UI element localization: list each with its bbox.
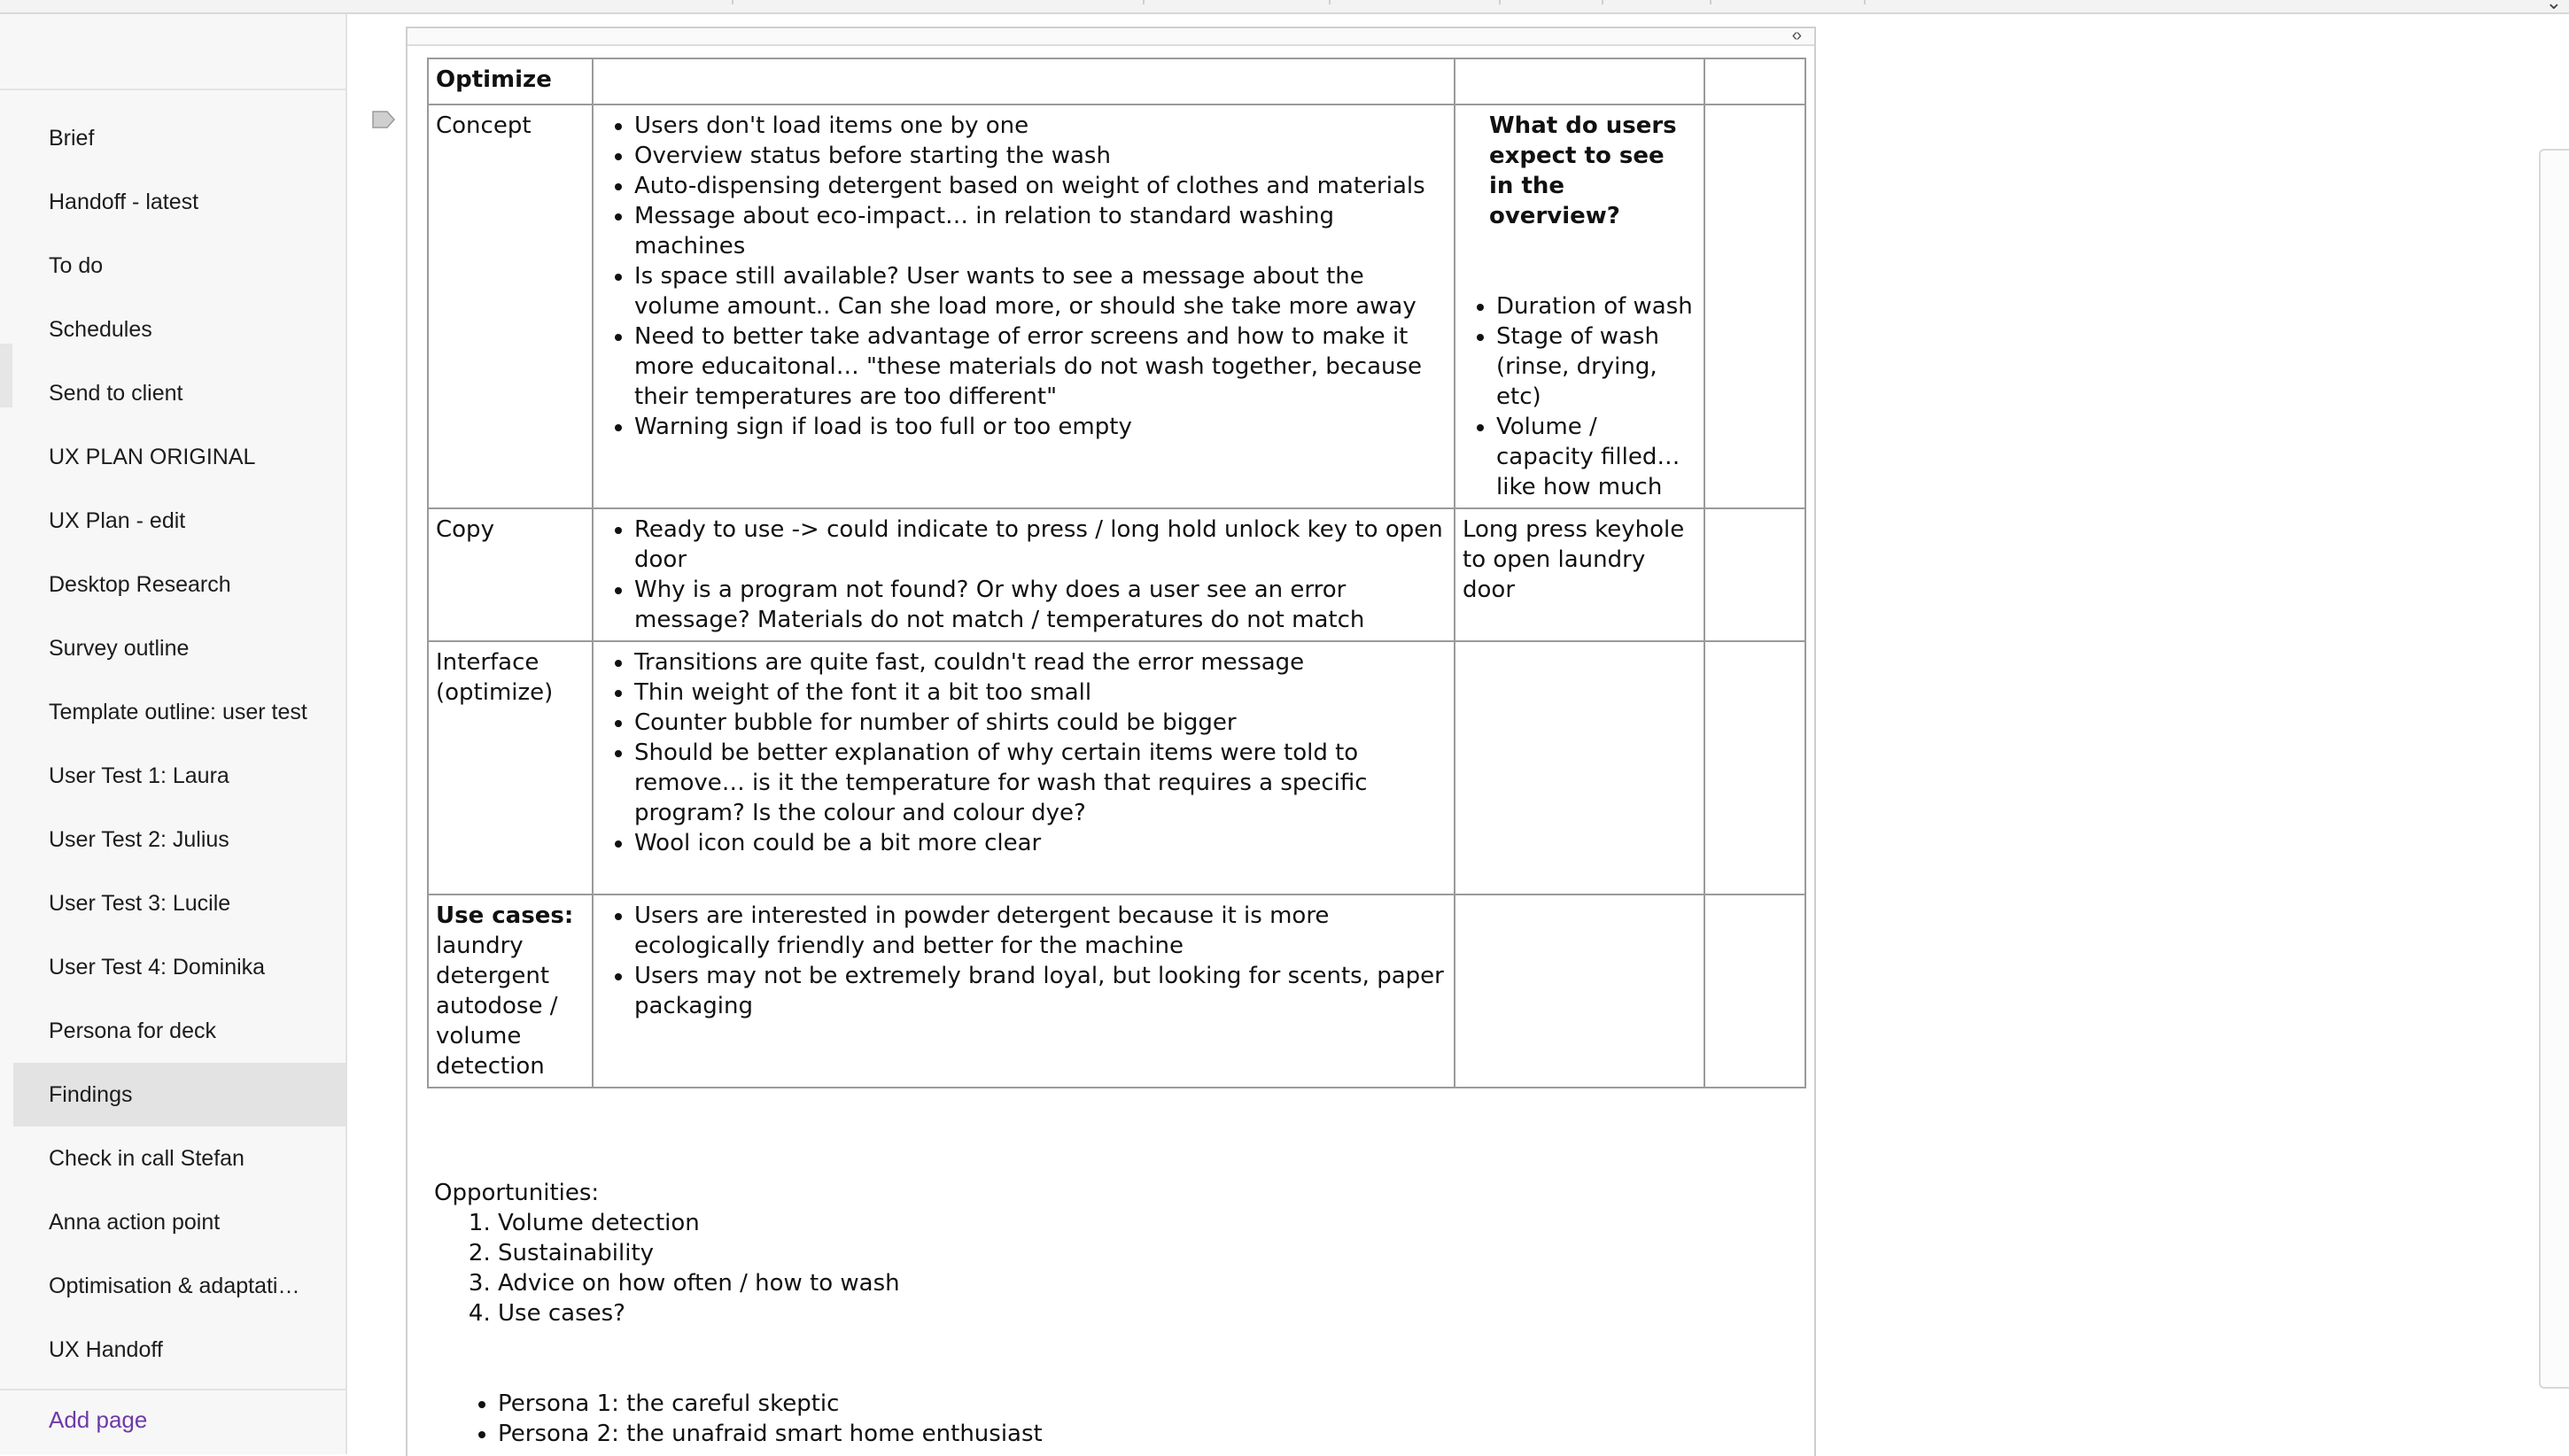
table-row (428, 508, 1805, 641)
table-cell (593, 508, 1455, 641)
list-item: • Ready to use -> could indicate to press / long hold unlock key to open door (634, 515, 1447, 575)
list-item: • Thin weight of the font it a bit too small (634, 678, 1447, 708)
list-item: • Users may not be extremely brand loyal, but looking for scents, paper packaging (634, 961, 1447, 1021)
toolbar-divider (1143, 0, 1145, 4)
row-label-copy: Copy (428, 508, 593, 641)
table-row (428, 105, 1805, 508)
sidebar-item-persona-for-deck[interactable]: Persona for deck (49, 1018, 216, 1043)
table-cell (1455, 105, 1704, 508)
table-cell (1455, 641, 1704, 895)
list-item: 4. Use cases? (498, 1298, 1763, 1328)
toolbar-divider (1602, 0, 1603, 4)
toolbar-divider (1329, 0, 1331, 4)
list-item: 3. Advice on how often / how to wash (498, 1268, 1763, 1298)
resize-handle-icon[interactable]: ‹› (1791, 26, 1800, 45)
sidebar-item-schedules[interactable]: Schedules (49, 317, 152, 342)
cell-spacer (1463, 231, 1696, 291)
list-item: • Overview status before starting the wash (634, 141, 1447, 171)
sidebar-item-to-do[interactable]: To do (49, 253, 104, 278)
list-item: 1. Volume detection (498, 1208, 1763, 1238)
scrollbar[interactable] (2539, 149, 2569, 1389)
sidebar-item-findings[interactable]: Findings (13, 1063, 345, 1127)
sidebar-item-user-test-3[interactable]: User Test 3: Lucile (49, 891, 231, 916)
sidebar-edge-handle[interactable] (0, 344, 12, 407)
sidebar-item-handoff-latest[interactable]: Handoff - latest (49, 190, 199, 214)
list-item: • Users don't load items one by one (634, 111, 1447, 141)
list-item: • Message about eco-impact… in relation to standard washing machines (634, 201, 1447, 261)
table-cell (1704, 58, 1805, 105)
row-label-interface: Interface (optimize) (428, 641, 593, 895)
chevron-down-icon[interactable]: ⌄ (2545, 0, 2562, 13)
list-item: • Why is a program not found? Or why does a user see an error message? Materials do not match / temperatures do not match (634, 575, 1447, 635)
list-item: • Need to better take advantage of error screens and how to make it more educaitonal… "these materials do not wash together, because their temperatures are too different" (634, 321, 1447, 412)
list-item: • Wool icon could be a bit more clear (634, 828, 1447, 858)
table-header-optimize: Optimize (428, 58, 593, 105)
concept-bullet-list (601, 111, 1447, 442)
use-cases-label-bold: Use cases: (436, 902, 574, 929)
use-cases-label-rest: laundry detergent autodose / volume detection (436, 933, 558, 1080)
sidebar-footer (0, 1389, 345, 1454)
table-cell (1704, 105, 1805, 508)
use-cases-bullet-list (601, 901, 1447, 1021)
page-top-bar (407, 28, 1814, 46)
list-item: • Persona 1: the careful skeptic (498, 1389, 1763, 1419)
list-item: 2. Sustainability (498, 1238, 1763, 1268)
table-cell (1455, 58, 1704, 105)
sidebar-item-anna-action-point[interactable]: Anna action point (49, 1210, 221, 1235)
table-row (428, 641, 1805, 895)
toolbar-divider (1864, 0, 1866, 4)
row-label-concept: Concept (428, 105, 593, 508)
copy-side-note: Long press keyhole to open laundry door (1455, 508, 1704, 641)
sidebar-item-ux-handoff[interactable]: UX Handoff (49, 1337, 163, 1362)
table-cell (593, 58, 1455, 105)
sidebar-item-optimisation[interactable]: Optimisation & adaptati… (49, 1274, 300, 1298)
opportunities-title: Opportunities: (434, 1180, 600, 1206)
table-row (428, 895, 1805, 1088)
findings-table (427, 58, 1806, 1088)
sidebar-item-ux-plan-original[interactable]: UX PLAN ORIGINAL (49, 445, 256, 469)
sidebar-item-survey-outline[interactable]: Survey outline (49, 636, 190, 661)
list-item: • Duration of wash (1496, 291, 1696, 321)
list-item: • Auto-dispensing detergent based on weight of clothes and materials (634, 171, 1447, 201)
document-page (406, 27, 1816, 1456)
list-item: • Persona 2: the unafraid smart home enthusiast (498, 1419, 1763, 1449)
list-item: • Users are interested in powder detergent because it is more ecologically friendly and better for the machine (634, 901, 1447, 961)
overview-expectation-title: What do users expect to see in the overview? (1489, 112, 1677, 229)
sidebar-item-user-test-4[interactable]: User Test 4: Dominika (49, 955, 266, 980)
sidebar-item-template-outline[interactable]: Template outline: user test (49, 700, 307, 724)
toolbar-divider (1710, 0, 1711, 4)
table-cell (593, 105, 1455, 508)
tag-icon[interactable] (372, 110, 395, 129)
list-item: • Is space still available? User wants to see a message about the volume amount.. Can she load more, or should she take more away (634, 261, 1447, 321)
table-cell (1704, 641, 1805, 895)
sidebar-item-user-test-1[interactable]: User Test 1: Laura (49, 763, 229, 788)
personas-section (434, 1389, 1763, 1449)
row-label-use-cases (428, 895, 593, 1088)
personas-list (434, 1389, 1763, 1449)
table-row (428, 58, 1805, 105)
sidebar-item-desktop-research[interactable]: Desktop Research (49, 572, 231, 597)
toolbar-divider (732, 0, 733, 4)
copy-bullet-list (601, 515, 1447, 635)
table-cell (1704, 895, 1805, 1088)
sidebar-item-ux-plan-edit[interactable]: UX Plan - edit (49, 508, 186, 533)
table-cell (593, 641, 1455, 895)
list-item: • Stage of wash (rinse, drying, etc) (1496, 321, 1696, 412)
list-item: • Should be better explanation of why certain items were told to remove… is it the temperature for wash that requires a specific program? Is the colour and colour dye? (634, 738, 1447, 828)
table-cell (1455, 895, 1704, 1088)
sidebar-item-user-test-2[interactable]: User Test 2: Julius (49, 827, 229, 852)
sidebar-item-check-in-call[interactable]: Check in call Stefan (49, 1146, 244, 1171)
list-item: • Transitions are quite fast, couldn't read the error message (634, 647, 1447, 678)
sidebar-item-send-to-client[interactable]: Send to client (49, 381, 183, 406)
table-cell (593, 895, 1455, 1088)
list-item: • Counter bubble for number of shirts could be bigger (634, 708, 1447, 738)
toolbar-divider (1499, 0, 1501, 4)
opportunities-section (434, 1178, 1763, 1328)
page-list (13, 106, 345, 1382)
top-toolbar-strip (0, 0, 2569, 14)
list-item: • Volume / capacity filled… like how much (1496, 412, 1696, 502)
overview-bullet-list (1463, 291, 1696, 502)
table-cell (1704, 508, 1805, 641)
list-item: • Warning sign if load is too full or too empty (634, 412, 1447, 442)
sidebar-item-brief[interactable]: Brief (49, 126, 95, 151)
interface-bullet-list (601, 647, 1447, 858)
sidebar-header-divider (0, 89, 345, 90)
add-page-button[interactable]: Add page (49, 1406, 148, 1433)
opportunities-list (434, 1208, 1763, 1328)
page-sidebar (0, 14, 347, 1454)
